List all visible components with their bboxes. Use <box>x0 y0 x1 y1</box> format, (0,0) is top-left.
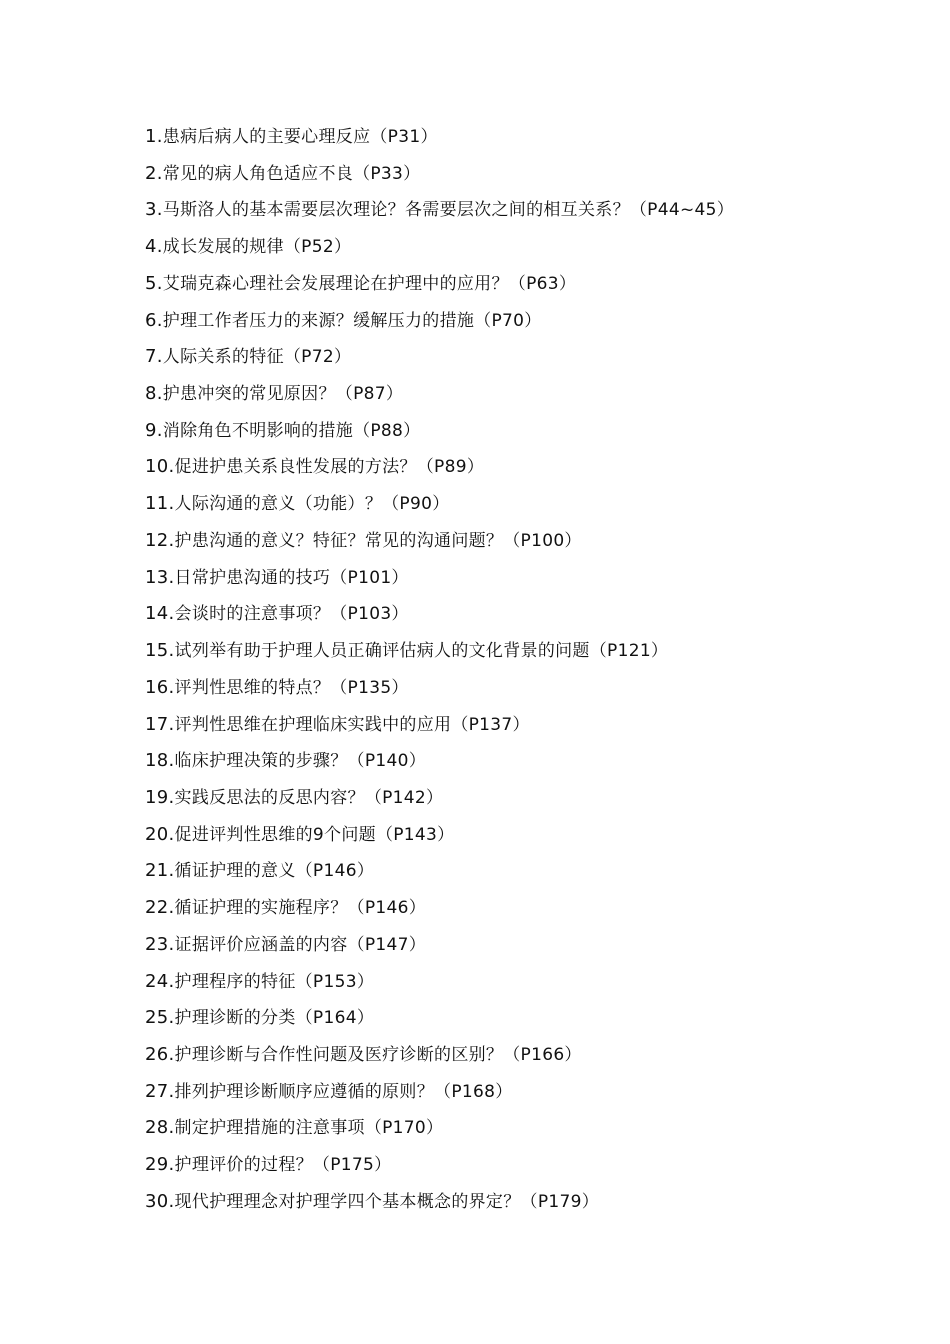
question-number: 11. <box>145 493 175 515</box>
question-number: 20. <box>145 823 175 845</box>
question-number: 27. <box>145 1080 175 1102</box>
question-item <box>145 1005 925 1042</box>
question-item <box>145 1115 925 1152</box>
question-text: 成长发展的规律（P52） <box>162 237 352 258</box>
question-item <box>145 1152 925 1189</box>
question-text: 护患冲突的常见原因？（P87） <box>162 384 404 405</box>
question-text: 常见的病人角色适应不良（P33） <box>162 163 421 184</box>
question-number: 4. <box>145 236 163 258</box>
question-text: 促进评判性思维的9个问题（P143） <box>174 824 455 845</box>
question-number: 17. <box>145 713 175 735</box>
question-item <box>145 197 925 234</box>
question-text: 人际沟通的意义（功能）？（P90） <box>174 494 450 515</box>
question-item <box>145 454 925 491</box>
question-number: 1. <box>145 126 163 147</box>
question-text: 循证护理的意义（P146） <box>174 861 375 882</box>
question-text: 临床护理决策的步骤？（P140） <box>174 751 427 772</box>
question-item <box>145 308 925 345</box>
question-number: 12. <box>145 529 175 551</box>
question-item <box>145 271 925 308</box>
question-item <box>145 638 925 675</box>
question-number: 15. <box>145 640 175 662</box>
question-text: 护理工作者压力的来源？缓解压力的措施（P70） <box>162 310 542 331</box>
question-number: 7. <box>145 346 163 368</box>
question-text: 护患沟通的意义？特征？常见的沟通问题？（P100） <box>174 530 582 551</box>
question-item <box>145 895 925 932</box>
question-item <box>145 969 925 1006</box>
question-item <box>145 675 925 712</box>
question-item <box>145 491 925 528</box>
question-number: 22. <box>145 897 175 919</box>
question-item <box>145 1079 925 1116</box>
question-text: 证据评价应涵盖的内容（P147） <box>174 934 427 955</box>
question-number: 8. <box>145 383 163 405</box>
question-text: 日常护患沟通的技巧（P101） <box>174 567 409 588</box>
question-number: 23. <box>145 933 175 955</box>
question-text: 制定护理措施的注意事项（P170） <box>174 1118 444 1139</box>
question-text: 消除角色不明影响的措施（P88） <box>162 420 421 441</box>
question-item <box>145 785 925 822</box>
question-number: 30. <box>145 1190 175 1212</box>
question-item <box>145 858 925 895</box>
question-item <box>145 344 925 381</box>
question-item <box>145 1042 925 1079</box>
question-number: 2. <box>145 162 163 184</box>
question-text: 试列举有助于护理人员正确评估病人的文化背景的问题（P121） <box>174 641 669 662</box>
question-item <box>145 528 925 565</box>
question-number: 6. <box>145 309 163 331</box>
question-text: 促进护患关系良性发展的方法？（P89） <box>174 457 485 478</box>
question-item <box>145 712 925 749</box>
question-text: 护理程序的特征（P153） <box>174 971 375 992</box>
question-item <box>145 932 925 969</box>
question-number: 24. <box>145 970 175 992</box>
question-number: 5. <box>145 272 163 294</box>
question-text: 评判性思维的特点？（P135） <box>174 677 409 698</box>
question-item <box>145 381 925 418</box>
question-list <box>145 124 925 1226</box>
question-item <box>145 124 925 161</box>
question-text: 护理评价的过程？（P175） <box>174 1155 392 1176</box>
question-text: 护理诊断与合作性问题及医疗诊断的区别？（P166） <box>174 1044 582 1065</box>
question-number: 25. <box>145 1007 175 1029</box>
question-text: 艾瑞克森心理社会发展理论在护理中的应用？（P63） <box>162 273 577 294</box>
question-number: 10. <box>145 456 175 478</box>
question-number: 26. <box>145 1043 175 1065</box>
question-text: 现代护理理念对护理学四个基本概念的界定？（P179） <box>174 1191 600 1212</box>
question-number: 14. <box>145 603 175 625</box>
question-item <box>145 565 925 602</box>
question-number: 9. <box>145 419 163 441</box>
question-item <box>145 822 925 859</box>
question-text: 循证护理的实施程序？（P146） <box>174 898 427 919</box>
question-item <box>145 1189 925 1226</box>
question-text: 实践反思法的反思内容？（P142） <box>174 787 444 808</box>
question-text: 护理诊断的分类（P164） <box>174 1008 375 1029</box>
question-number: 16. <box>145 676 175 698</box>
question-text: 马斯洛人的基本需要层次理论？各需要层次之间的相互关系？（P44~45） <box>162 200 735 221</box>
question-number: 18. <box>145 750 175 772</box>
question-number: 3. <box>145 199 163 221</box>
question-item <box>145 601 925 638</box>
question-number: 13. <box>145 566 175 588</box>
question-item <box>145 418 925 455</box>
question-item <box>145 748 925 785</box>
question-number: 28. <box>145 1117 175 1139</box>
question-item <box>145 161 925 198</box>
question-text: 评判性思维在护理临床实践中的应用（P137） <box>174 714 530 735</box>
question-text: 会谈时的注意事项？（P103） <box>174 604 409 625</box>
question-number: 29. <box>145 1154 175 1176</box>
question-text: 患病后病人的主要心理反应（P31） <box>162 127 438 147</box>
question-number: 21. <box>145 860 175 882</box>
question-number: 19. <box>145 786 175 808</box>
question-text: 排列护理诊断顺序应遵循的原则？（P168） <box>174 1081 513 1102</box>
question-text: 人际关系的特征（P72） <box>162 347 352 368</box>
question-item <box>145 234 925 271</box>
